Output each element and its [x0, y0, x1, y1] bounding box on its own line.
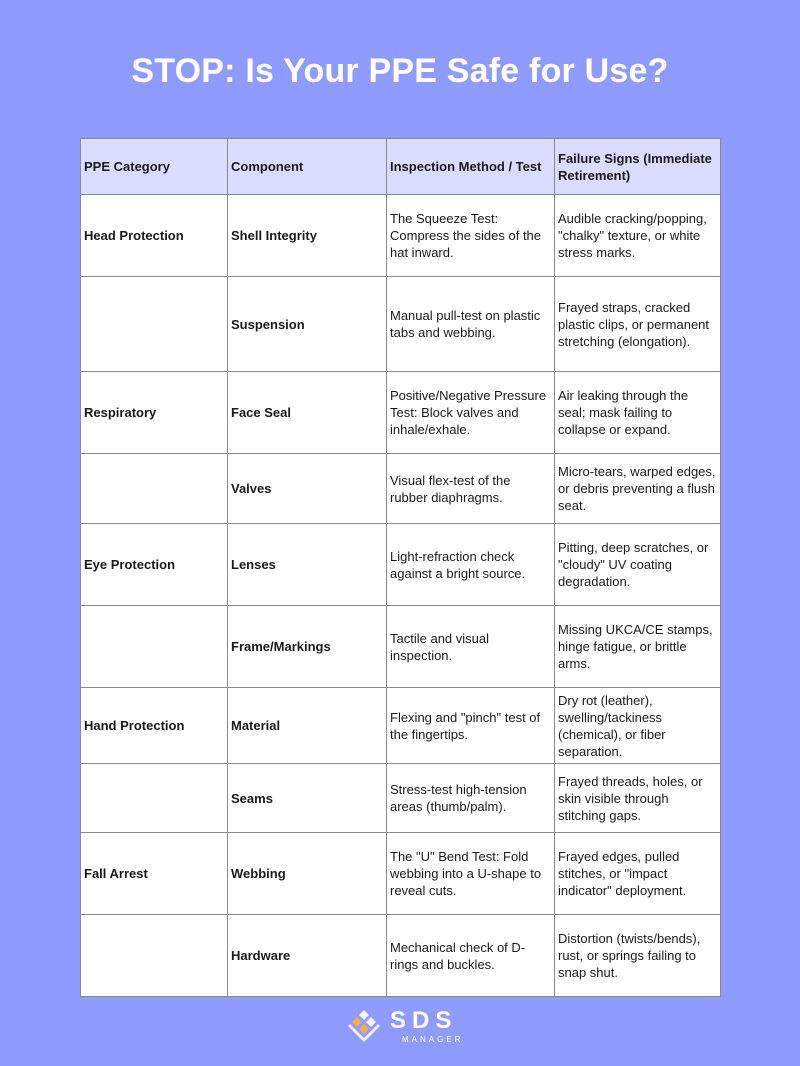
cell-method: The "U" Bend Test: Fold webbing into a U-shape to reveal cuts. [387, 833, 555, 915]
header-failure-signs: Failure Signs (Immediate Retirement) [555, 139, 721, 195]
cell-method: Mechanical check of D-rings and buckles. [387, 915, 555, 997]
cell-component: Lenses [228, 524, 387, 606]
cell-category [81, 606, 228, 688]
cell-method: Visual flex-test of the rubber diaphragms. [387, 454, 555, 524]
cell-category [81, 454, 228, 524]
table-row [81, 524, 721, 606]
cell-category: Fall Arrest [81, 833, 228, 915]
table-row [81, 833, 721, 915]
table-row [81, 915, 721, 997]
logo-name: SDS [390, 1007, 458, 1034]
cell-failure: Distortion (twists/bends), rust, or springs failing to snap shut. [555, 915, 721, 997]
cell-component: Material [228, 688, 387, 764]
cell-method: Flexing and "pinch" test of the fingertips. [387, 688, 555, 764]
cell-category: Respiratory [81, 372, 228, 454]
diamond-logo-icon [346, 1008, 382, 1044]
cell-method: Stress-test high-tension areas (thumb/palm). [387, 764, 555, 833]
header-inspection-method: Inspection Method / Test [387, 139, 555, 195]
cell-component: Face Seal [228, 372, 387, 454]
cell-failure: Frayed edges, pulled stitches, or "impact indicator" deployment. [555, 833, 721, 915]
table-row [81, 372, 721, 454]
table-header-row [81, 139, 721, 195]
cell-component: Hardware [228, 915, 387, 997]
table-row [81, 606, 721, 688]
cell-method: Manual pull-test on plastic tabs and webbing. [387, 277, 555, 372]
cell-failure: Missing UKCA/CE stamps, hinge fatigue, or brittle arms. [555, 606, 721, 688]
cell-component: Webbing [228, 833, 387, 915]
table-row [81, 688, 721, 764]
cell-failure: Audible cracking/popping, "chalky" texture, or white stress marks. [555, 195, 721, 277]
cell-failure: Pitting, deep scratches, or "cloudy" UV coating degradation. [555, 524, 721, 606]
table-row [81, 454, 721, 524]
cell-category: Hand Protection [81, 688, 228, 764]
cell-component: Seams [228, 764, 387, 833]
table-row [81, 764, 721, 833]
cell-method: Light-refraction check against a bright source. [387, 524, 555, 606]
cell-failure: Dry rot (leather), swelling/tackiness (chemical), or fiber separation. [555, 688, 721, 764]
table-row [81, 277, 721, 372]
table-row [81, 195, 721, 277]
cell-component: Shell Integrity [228, 195, 387, 277]
cell-failure: Frayed straps, cracked plastic clips, or permanent stretching (elongation). [555, 277, 721, 372]
cell-failure: Frayed threads, holes, or skin visible through stitching gaps. [555, 764, 721, 833]
cell-category [81, 915, 228, 997]
cell-category [81, 277, 228, 372]
cell-method: Tactile and visual inspection. [387, 606, 555, 688]
cell-component: Frame/Markings [228, 606, 387, 688]
cell-category: Head Protection [81, 195, 228, 277]
header-ppe-category: PPE Category [81, 139, 228, 195]
cell-method: Positive/Negative Pressure Test: Block valves and inhale/exhale. [387, 372, 555, 454]
cell-category [81, 764, 228, 833]
header-component: Component [228, 139, 387, 195]
cell-failure: Air leaking through the seal; mask failing to collapse or expand. [555, 372, 721, 454]
sds-manager-logo [346, 1008, 466, 1048]
cell-component: Suspension [228, 277, 387, 372]
cell-method: The Squeeze Test: Compress the sides of the hat inward. [387, 195, 555, 277]
page-title: STOP: Is Your PPE Safe for Use? [131, 52, 669, 90]
cell-component: Valves [228, 454, 387, 524]
ppe-inspection-table [80, 138, 721, 997]
cell-category: Eye Protection [81, 524, 228, 606]
cell-failure: Micro-tears, warped edges, or debris preventing a flush seat. [555, 454, 721, 524]
logo-subtitle: MANAGER [402, 1035, 464, 1044]
